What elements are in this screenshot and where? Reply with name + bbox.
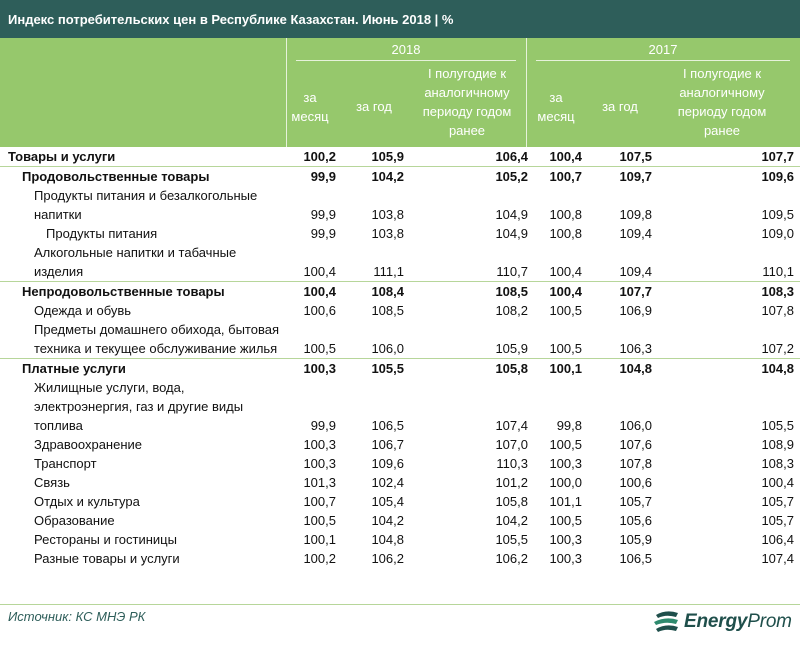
cell-value: 105,7 xyxy=(761,513,794,528)
cell-value: 106,2 xyxy=(495,551,528,566)
row-label: Транспорт xyxy=(34,456,97,471)
cell-value: 109,6 xyxy=(658,167,800,187)
table-row xyxy=(0,511,800,530)
row-label: Отдых и культура xyxy=(34,494,140,509)
cell-value: 99,9 xyxy=(310,418,336,433)
cell-value: 100,7 xyxy=(534,167,588,187)
table-row xyxy=(0,167,800,187)
cell-value: 109,0 xyxy=(761,226,794,241)
col-header-month-2018: за месяц xyxy=(291,90,329,124)
cell-value: 105,9 xyxy=(371,149,404,164)
cell-value: 100,4 xyxy=(549,264,582,279)
cell-value: 106,0 xyxy=(619,418,652,433)
cell-value: 101,3 xyxy=(303,475,336,490)
table-row xyxy=(0,530,800,549)
row-label: Здравоохранение xyxy=(34,437,143,452)
cell-value: 109,4 xyxy=(619,226,652,241)
row-label: Продукты питания xyxy=(46,226,158,241)
table-title xyxy=(0,0,800,38)
table-row xyxy=(0,435,800,454)
cell-value: 107,7 xyxy=(588,282,658,302)
table-row xyxy=(0,320,800,359)
col-header-half-2018: I полугодие к аналогичному периоду годом ранее xyxy=(422,66,512,138)
row-label: Рестораны и гостиницы xyxy=(34,532,177,547)
logo-text xyxy=(684,611,792,633)
cell-value: 105,6 xyxy=(619,513,652,528)
cell-value: 100,0 xyxy=(549,475,582,490)
cell-value: 109,5 xyxy=(761,207,794,222)
cell-value: 100,7 xyxy=(303,494,336,509)
cell-value: 100,3 xyxy=(549,532,582,547)
row-label: Одежда и обувь xyxy=(34,303,132,318)
cell-value: 104,9 xyxy=(495,226,528,241)
cell-value: 107,5 xyxy=(619,149,652,164)
cell-value: 104,8 xyxy=(588,359,658,379)
cell-value: 105,4 xyxy=(371,494,404,509)
cell-value: 104,2 xyxy=(371,513,404,528)
cell-value: 100,8 xyxy=(549,207,582,222)
table-row xyxy=(0,282,800,302)
cell-value: 108,3 xyxy=(761,456,794,471)
cell-value: 108,3 xyxy=(658,282,800,302)
cell-value: 107,2 xyxy=(761,341,794,356)
cell-value: 106,4 xyxy=(761,532,794,547)
cell-value: 99,9 xyxy=(310,226,336,241)
cell-value: 103,8 xyxy=(371,207,404,222)
cell-value: 105,9 xyxy=(495,341,528,356)
table-row xyxy=(0,186,800,224)
cell-value: 110,7 xyxy=(496,264,528,279)
table-row xyxy=(0,378,800,435)
col-header-half-2017: I полугодие к аналогичному периоду годом ранее xyxy=(677,66,767,138)
cell-value: 109,7 xyxy=(588,167,658,187)
cell-value: 106,5 xyxy=(371,418,404,433)
cell-value: 100,2 xyxy=(303,149,336,164)
cell-value: 110,3 xyxy=(496,456,528,471)
cell-value: 100,4 xyxy=(549,149,582,164)
cell-value: 100,3 xyxy=(303,437,336,452)
logo-text-bold: Energy xyxy=(684,611,748,632)
row-label: Товары и услуги xyxy=(8,149,116,164)
logo-text-rest: Prom xyxy=(747,611,792,632)
title-text: Индекс потребительских цен в Республике Казахстан. Июнь 2018 | % xyxy=(8,11,454,27)
cell-value: 100,3 xyxy=(549,456,582,471)
cell-value: 100,3 xyxy=(303,456,336,471)
cell-value: 104,8 xyxy=(371,532,404,547)
cell-value: 109,8 xyxy=(619,207,652,222)
table-header xyxy=(0,38,800,147)
col-header-year-2017: за год xyxy=(602,99,638,114)
cpi-table xyxy=(0,147,800,568)
cell-value: 99,9 xyxy=(288,167,342,187)
cell-value: 105,5 xyxy=(342,359,410,379)
table-row xyxy=(0,243,800,282)
table-row xyxy=(0,359,800,379)
cell-value: 104,8 xyxy=(658,359,800,379)
cell-value: 107,4 xyxy=(761,551,794,566)
cell-value: 101,1 xyxy=(549,494,582,509)
cell-value: 108,4 xyxy=(342,282,410,302)
cell-value: 110,1 xyxy=(762,264,794,279)
energyprom-logo xyxy=(652,604,792,640)
cell-value: 106,5 xyxy=(619,551,652,566)
cell-value: 105,9 xyxy=(619,532,652,547)
cell-value: 100,1 xyxy=(534,359,588,379)
cell-value: 99,9 xyxy=(310,207,336,222)
cell-value: 105,8 xyxy=(410,359,534,379)
cell-value: 100,5 xyxy=(303,341,336,356)
cell-value: 105,8 xyxy=(495,494,528,509)
cell-value: 100,4 xyxy=(303,264,336,279)
row-label: Алкогольные напитки и табачные изделия xyxy=(34,245,237,279)
row-label: Непродовольственные товары xyxy=(0,282,288,302)
row-label: Платные услуги xyxy=(0,359,288,379)
cell-value: 105,7 xyxy=(619,494,652,509)
cell-value: 109,4 xyxy=(619,264,652,279)
table-row xyxy=(0,301,800,320)
cell-value: 100,4 xyxy=(534,282,588,302)
cell-value: 104,9 xyxy=(495,207,528,222)
cell-value: 99,8 xyxy=(556,418,582,433)
cell-value: 102,4 xyxy=(371,475,404,490)
cell-value: 106,3 xyxy=(619,341,652,356)
cell-value: 104,2 xyxy=(342,167,410,187)
year-2018-label: 2018 xyxy=(391,42,421,57)
table-row xyxy=(0,454,800,473)
table-row xyxy=(0,473,800,492)
table-row xyxy=(0,224,800,243)
table-row xyxy=(0,492,800,511)
year-2017-label: 2017 xyxy=(648,42,678,57)
cell-value: 100,6 xyxy=(303,303,336,318)
cell-value: 100,5 xyxy=(549,513,582,528)
energyprom-logo-icon xyxy=(652,607,680,637)
cell-value: 108,5 xyxy=(371,303,404,318)
cell-value: 105,5 xyxy=(761,418,794,433)
cell-value: 107,8 xyxy=(619,456,652,471)
cell-value: 107,6 xyxy=(619,437,652,452)
cell-value: 107,0 xyxy=(495,437,528,452)
cell-value: 100,6 xyxy=(619,475,652,490)
cell-value: 100,3 xyxy=(549,551,582,566)
cell-value: 100,1 xyxy=(303,532,336,547)
col-header-month-2017: за месяц xyxy=(537,90,575,124)
cell-value: 100,5 xyxy=(549,437,582,452)
cell-value: 106,0 xyxy=(371,341,404,356)
cell-value: 107,4 xyxy=(495,418,528,433)
cell-value: 108,5 xyxy=(410,282,534,302)
cell-value: 103,8 xyxy=(371,226,404,241)
cell-value: 100,2 xyxy=(303,551,336,566)
cell-value: 100,5 xyxy=(303,513,336,528)
cell-value: 101,2 xyxy=(495,475,528,490)
cell-value: 106,4 xyxy=(495,149,528,164)
cell-value: 107,7 xyxy=(761,149,794,164)
row-label: Продукты питания и безалкогольные напитки xyxy=(34,188,258,222)
cell-value: 104,2 xyxy=(495,513,528,528)
cell-value: 100,3 xyxy=(288,359,342,379)
row-label: Связь xyxy=(34,475,70,490)
cell-value: 105,2 xyxy=(410,167,534,187)
year-underline xyxy=(536,60,790,61)
cell-value: 106,2 xyxy=(371,551,404,566)
year-underline xyxy=(296,60,516,61)
table-row xyxy=(0,549,800,568)
cell-value: 107,8 xyxy=(761,303,794,318)
cell-value: 108,9 xyxy=(761,437,794,452)
row-label: Образование xyxy=(34,513,115,528)
cell-value: 109,6 xyxy=(371,456,404,471)
cell-value: 100,8 xyxy=(549,226,582,241)
cell-value: 106,9 xyxy=(619,303,652,318)
cell-value: 100,4 xyxy=(761,475,794,490)
col-header-year-2018: за год xyxy=(356,99,392,114)
table-row xyxy=(0,147,800,167)
cell-value: 111,1 xyxy=(373,264,404,279)
row-label: Разные товары и услуги xyxy=(34,551,180,566)
source-note: Источник: КС МНЭ РК xyxy=(8,609,146,624)
cell-value: 105,5 xyxy=(495,532,528,547)
row-label: Жилищные услуги, вода, электроэнергия, газ и другие виды топлива xyxy=(34,380,244,433)
row-label: Продовольственные товары xyxy=(0,167,288,187)
cell-value: 108,2 xyxy=(495,303,528,318)
cell-value: 100,4 xyxy=(288,282,342,302)
cell-value: 105,7 xyxy=(761,494,794,509)
cell-value: 100,5 xyxy=(549,303,582,318)
row-label: Предметы домашнего обихода, бытовая техника и текущее обслуживание жилья xyxy=(34,322,280,356)
cell-value: 100,5 xyxy=(549,341,582,356)
cell-value: 106,7 xyxy=(371,437,404,452)
